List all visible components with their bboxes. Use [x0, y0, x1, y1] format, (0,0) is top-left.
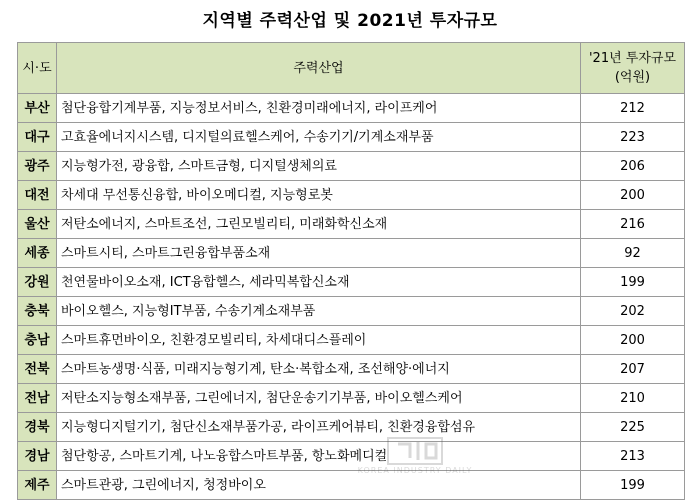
- table-row: [18, 181, 685, 210]
- investment-cell: 92: [581, 239, 685, 268]
- investment-cell: 225: [581, 413, 685, 442]
- industry-cell: 스마트시티, 스마트그린융합부품소재: [57, 239, 581, 268]
- region-cell: 경북: [18, 413, 57, 442]
- watermark-text: KOREA INDUSTRY DAILY: [357, 466, 473, 475]
- table-row: [18, 94, 685, 123]
- header-region: 시·도: [18, 43, 57, 94]
- header-investment: [581, 43, 685, 94]
- industry-investment-table: [17, 42, 685, 500]
- header-investment-line2: (억원): [614, 70, 651, 85]
- table-row: [18, 442, 685, 471]
- region-cell: 강원: [18, 268, 57, 297]
- table-row: [18, 297, 685, 326]
- investment-cell: 216: [581, 210, 685, 239]
- header-investment-line1: '21년 투자규모: [588, 51, 677, 66]
- industry-cell: 저탄소지능형소재부품, 그린에너지, 첨단운송기기부품, 바이오헬스케어: [57, 384, 581, 413]
- investment-cell: 212: [581, 94, 685, 123]
- region-cell: 울산: [18, 210, 57, 239]
- investment-cell: 213: [581, 442, 685, 471]
- investment-cell: 206: [581, 152, 685, 181]
- industry-cell: 고효율에너지시스템, 디지털의료헬스케어, 수송기기/기계소재부품: [57, 123, 581, 152]
- table-row: [18, 239, 685, 268]
- table-row: [18, 326, 685, 355]
- region-cell: 제주: [18, 471, 57, 500]
- investment-cell: 207: [581, 355, 685, 384]
- industry-cell: 바이오헬스, 지능형IT부품, 수송기계소재부품: [57, 297, 581, 326]
- table-row: [18, 268, 685, 297]
- table-row: [18, 471, 685, 500]
- industry-cell: 스마트휴먼바이오, 친환경모빌리티, 차세대디스플레이: [57, 326, 581, 355]
- table-row: [18, 152, 685, 181]
- table-header-row: [18, 43, 685, 94]
- table-row: [18, 210, 685, 239]
- industry-cell: 첨단융합기계부품, 지능정보서비스, 친환경미래에너지, 라이프케어: [57, 94, 581, 123]
- investment-cell: 200: [581, 326, 685, 355]
- region-cell: 충북: [18, 297, 57, 326]
- industry-cell: 차세대 무선통신융합, 바이오메디컬, 지능형로봇: [57, 181, 581, 210]
- investment-cell: 202: [581, 297, 685, 326]
- investment-cell: 199: [581, 471, 685, 500]
- table-row: [18, 413, 685, 442]
- industry-cell: 지능형가전, 광융합, 스마트금형, 디지털생체의료: [57, 152, 581, 181]
- table-header: [18, 43, 685, 94]
- investment-cell: 223: [581, 123, 685, 152]
- investment-cell: 210: [581, 384, 685, 413]
- header-industry: 주력산업: [57, 43, 581, 94]
- investment-cell: 199: [581, 268, 685, 297]
- table-row: [18, 355, 685, 384]
- industry-cell: 천연물바이오소재, ICT융합헬스, 세라믹복합신소재: [57, 268, 581, 297]
- industry-cell: 스마트관광, 그린에너지, 청정바이오: [57, 471, 581, 500]
- region-cell: 경남: [18, 442, 57, 471]
- investment-cell: 200: [581, 181, 685, 210]
- region-cell: 전북: [18, 355, 57, 384]
- industry-cell: 스마트농생명·식품, 미래지능형기계, 탄소·복합소재, 조선해양·에너지: [57, 355, 581, 384]
- page-title: 지역별 주력산업 및 2021년 투자규모: [202, 11, 498, 31]
- region-cell: 대전: [18, 181, 57, 210]
- industry-cell: 지능형디지털기기, 첨단신소재부품가공, 라이프케어뷰티, 친환경융합섬유: [57, 413, 581, 442]
- region-cell: 세종: [18, 239, 57, 268]
- region-cell: 충남: [18, 326, 57, 355]
- industry-cell: 저탄소에너지, 스마트조선, 그린모빌리티, 미래화학신소재: [57, 210, 581, 239]
- region-cell: 대구: [18, 123, 57, 152]
- region-cell: 부산: [18, 94, 57, 123]
- table-row: [18, 384, 685, 413]
- region-cell: 광주: [18, 152, 57, 181]
- industry-cell: 첨단항공, 스마트기계, 나노융합스마트부품, 항노화메디컬: [57, 442, 581, 471]
- region-cell: 전남: [18, 384, 57, 413]
- table-row: [18, 123, 685, 152]
- table-body: [18, 94, 685, 500]
